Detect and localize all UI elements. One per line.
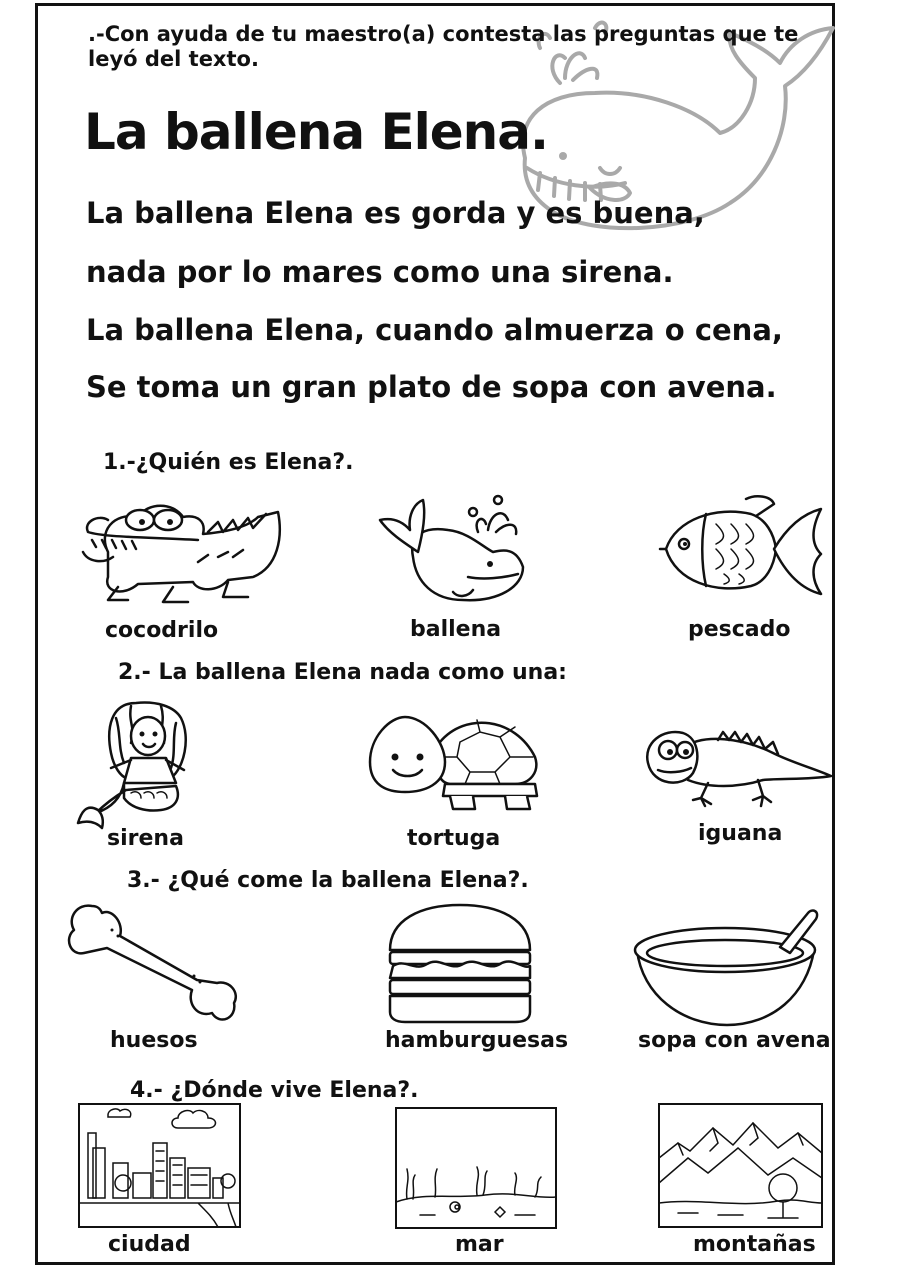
whale-icon[interactable] [378,492,528,607]
question-4: 4.- ¿Dónde vive Elena?. [130,1078,419,1103]
option-label-hamburguesas: hamburguesas [385,1028,569,1053]
fish-icon[interactable] [656,494,826,606]
option-label-sirena: sirena [107,826,184,851]
turtle-icon[interactable] [365,712,545,812]
question-3: 3.- ¿Qué come la ballena Elena?. [127,868,529,893]
option-label-ballena: ballena [410,617,502,642]
soup-bowl-icon[interactable] [632,905,824,1035]
option-label-iguana: iguana [698,821,783,846]
mountains-scene-icon[interactable] [658,1103,823,1228]
story-title: La ballena Elena. [84,103,549,161]
option-label-pescado: pescado [688,617,791,642]
instruction-text: .-Con ayuda de tu maestro(a) contesta las preguntas que te leyó del texto. [88,22,799,71]
question-2: 2.- La ballena Elena nada como una: [118,660,567,685]
option-label-tortuga: tortuga [407,826,501,851]
option-label-huesos: huesos [110,1028,198,1053]
bone-icon[interactable] [62,898,240,1028]
hamburger-icon[interactable] [385,900,535,1025]
question-1: 1.-¿Quién es Elena?. [103,450,354,475]
crocodile-icon[interactable] [78,492,288,607]
option-label-cocodrilo: cocodrilo [105,618,219,643]
mermaid-icon[interactable] [76,698,221,828]
iguana-icon[interactable] [643,718,833,813]
poem-line: Se toma un gran plato de sopa con avena. [86,370,777,404]
option-label-mar: mar [455,1232,504,1257]
sea-scene-icon[interactable] [395,1107,557,1229]
poem-line: La ballena Elena es gorda y es buena, [86,196,705,230]
option-label-sopa-con-avena: sopa con avena [638,1028,831,1053]
poem-line: La ballena Elena, cuando almuerza o cena, [86,313,783,347]
city-scene-icon[interactable] [78,1103,241,1228]
option-label-montanas: montañas [693,1232,816,1257]
poem-line: nada por lo mares como una sirena. [86,255,674,289]
option-label-ciudad: ciudad [108,1232,191,1257]
